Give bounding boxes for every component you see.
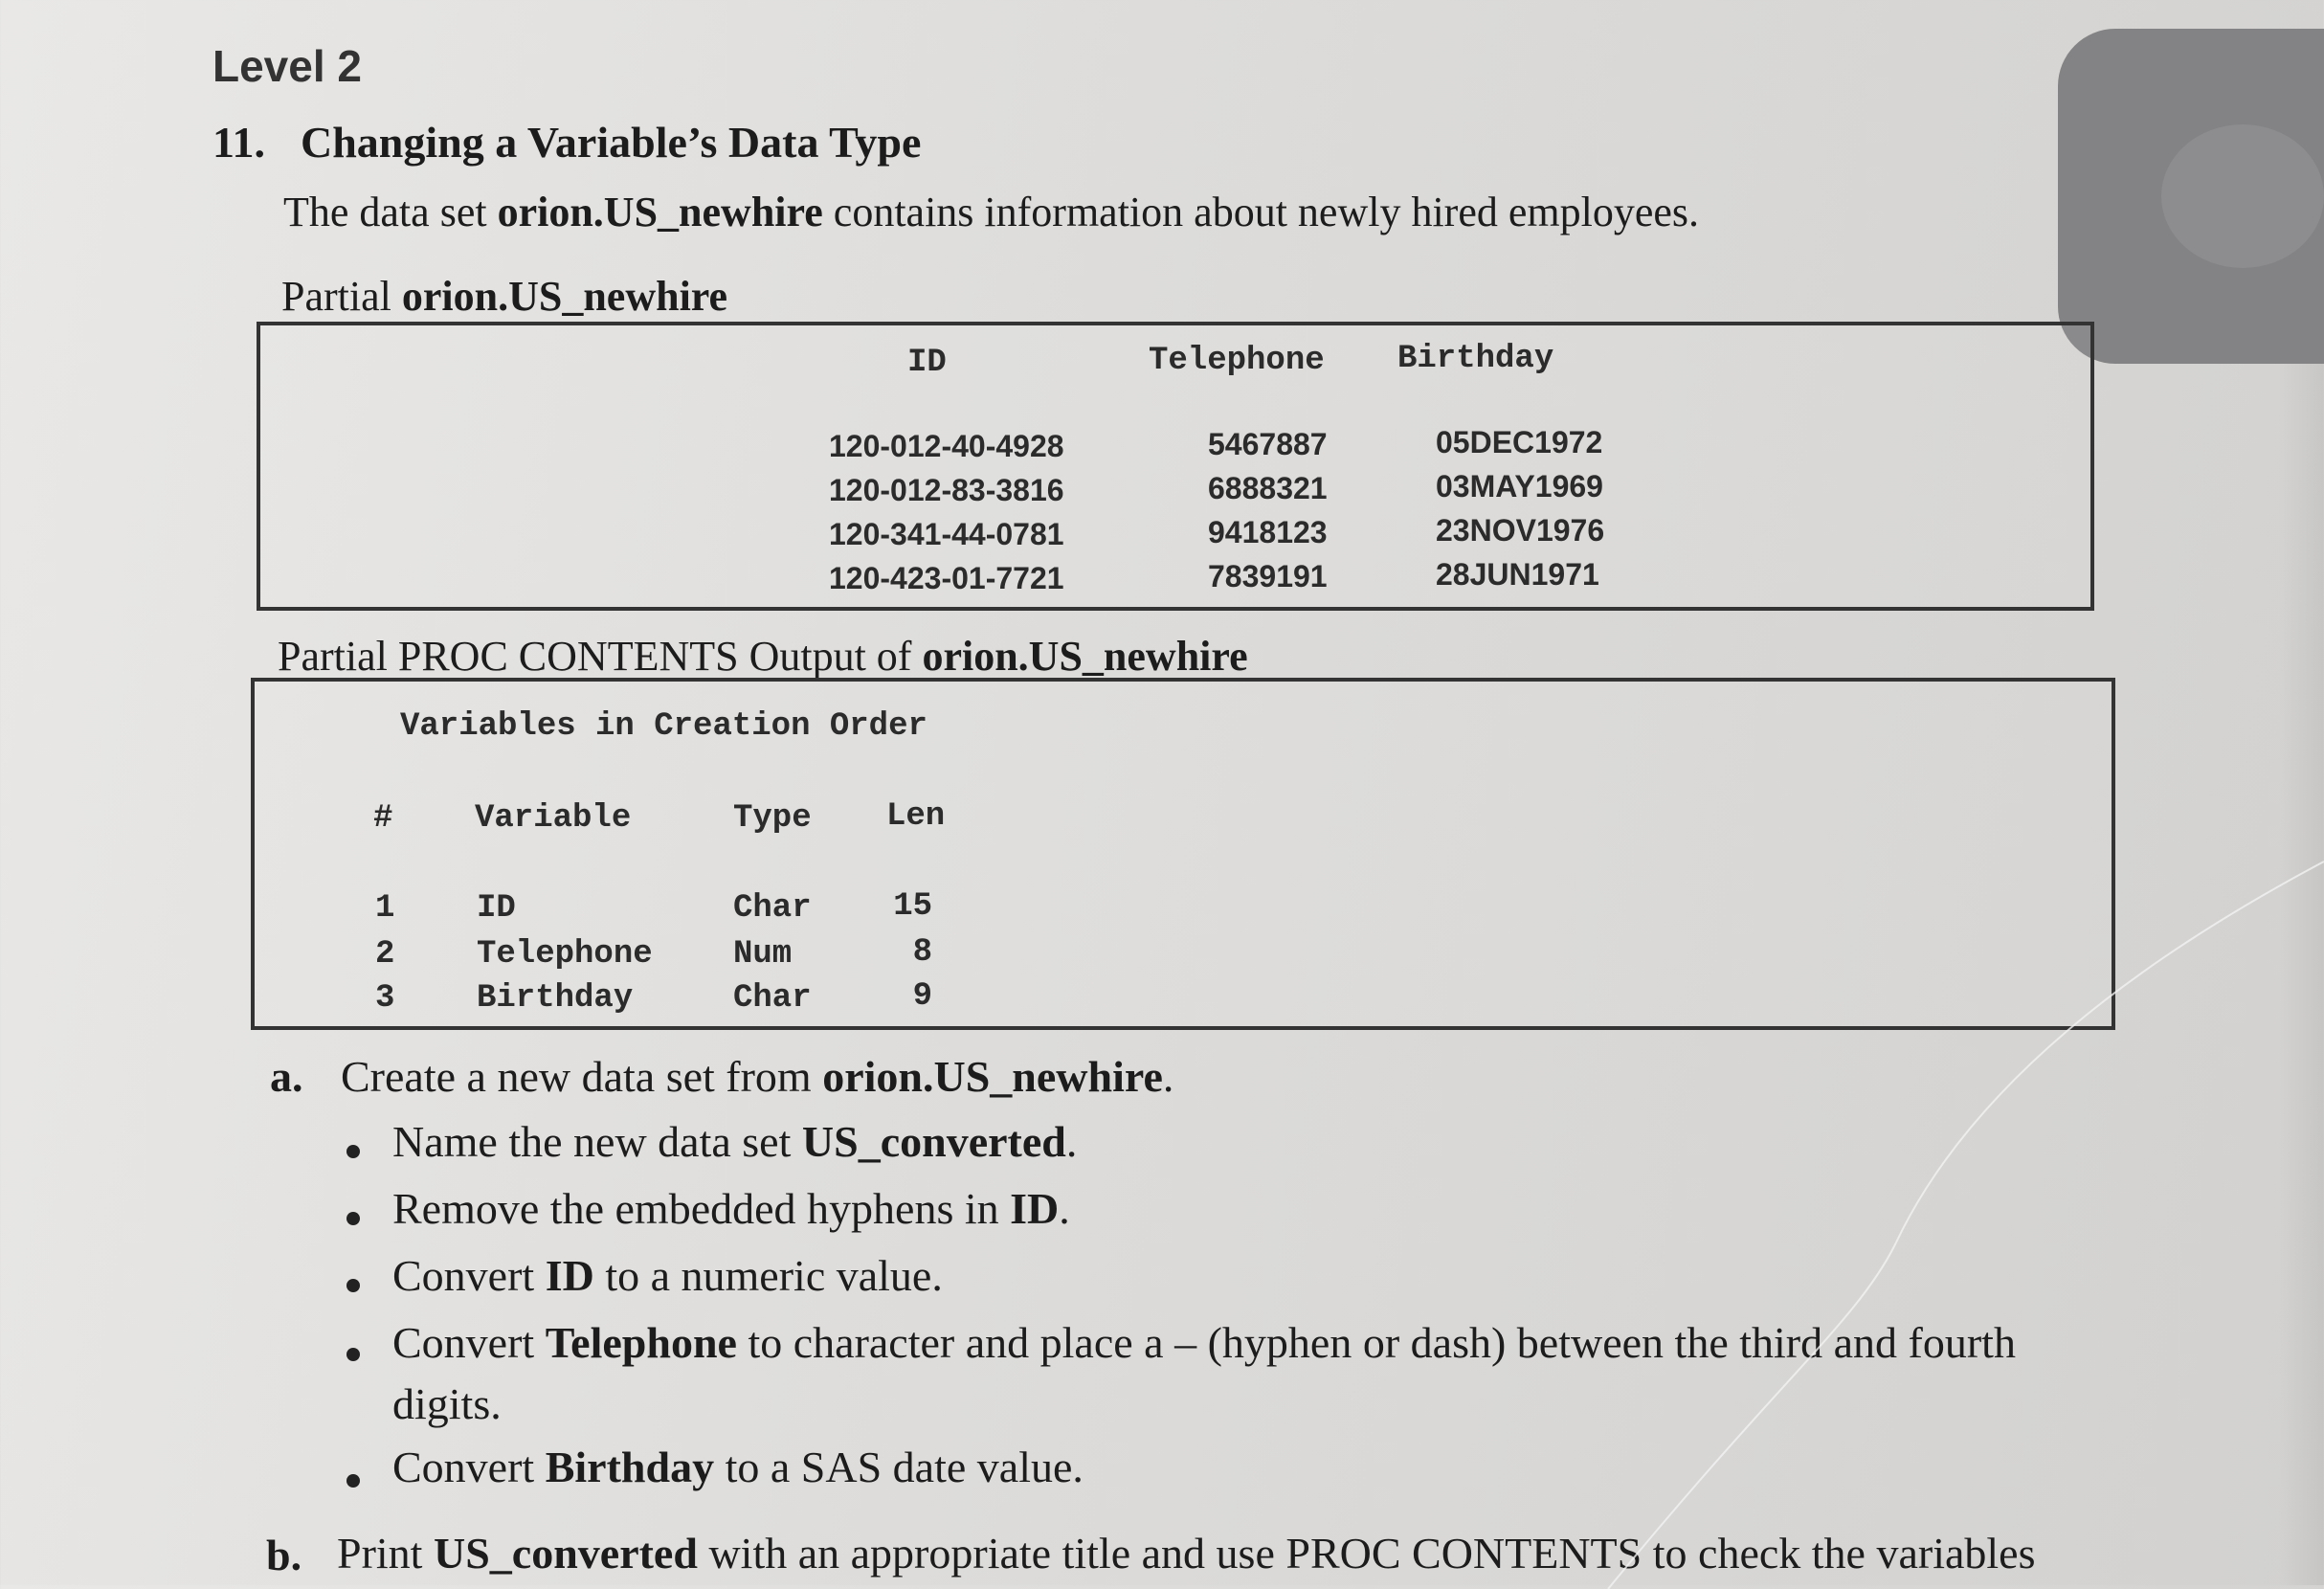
col-header-birthday: Birthday bbox=[1397, 341, 1554, 377]
col-header-variable: Variable bbox=[475, 800, 632, 837]
row1-id: 120-012-40-4928 bbox=[829, 429, 1064, 463]
var1-number: 1 bbox=[375, 890, 395, 927]
exercise-number: 11. bbox=[212, 118, 265, 167]
bullet-dot bbox=[346, 1279, 360, 1292]
var3-name: Birthday bbox=[477, 980, 634, 1017]
row2-telephone: 6888321 bbox=[1208, 471, 1328, 505]
task-a-text: Create a new data set from orion.US_newhire. bbox=[341, 1052, 1174, 1101]
bullet-dot bbox=[346, 1348, 360, 1361]
row3-id: 120-341-44-0781 bbox=[829, 517, 1064, 551]
col-header-number: # bbox=[373, 800, 393, 837]
bullet-item-5: Convert Birthday to a SAS date value. bbox=[392, 1443, 1084, 1491]
row3-telephone: 9418123 bbox=[1208, 515, 1328, 549]
bullet-dot bbox=[346, 1212, 360, 1225]
task-b-text: Print US_converted with an appropriate title and use PROC CONTENTS to check the variables bbox=[337, 1529, 2036, 1578]
proc-contents-heading: Variables in Creation Order bbox=[400, 708, 927, 745]
exercise-intro: The data set orion.US_newhire contains information about newly hired employees. bbox=[283, 189, 1700, 235]
var2-type: Num bbox=[733, 936, 793, 973]
var3-number: 3 bbox=[375, 980, 395, 1017]
bullet-dot bbox=[346, 1145, 360, 1158]
bullet-item-4-line2: digits. bbox=[392, 1379, 502, 1428]
table1-caption: Partial orion.US_newhire bbox=[281, 273, 728, 320]
var3-len: 9 bbox=[912, 978, 932, 1015]
col-header-id: ID bbox=[907, 345, 947, 381]
bullet-dot bbox=[346, 1474, 360, 1488]
row1-telephone: 5467887 bbox=[1208, 427, 1328, 461]
var3-type: Char bbox=[733, 980, 812, 1017]
row3-birthday: 23NOV1976 bbox=[1436, 513, 1605, 548]
task-b-label: b. bbox=[266, 1531, 302, 1579]
var2-number: 2 bbox=[375, 936, 395, 973]
task-a-label: a. bbox=[270, 1052, 303, 1101]
device-button bbox=[2161, 124, 2324, 268]
var2-len: 8 bbox=[912, 934, 932, 971]
var1-type: Char bbox=[733, 890, 812, 927]
bullet-item-1: Name the new data set US_converted. bbox=[392, 1117, 1078, 1166]
bullet-item-3: Convert ID to a numeric value. bbox=[392, 1251, 943, 1300]
table2-caption: Partial PROC CONTENTS Output of orion.US_newhire bbox=[278, 633, 1248, 680]
col-header-len: Len bbox=[886, 798, 946, 835]
col-header-telephone: Telephone bbox=[1149, 343, 1325, 379]
row1-birthday: 05DEC1972 bbox=[1436, 425, 1603, 459]
level-heading: Level 2 bbox=[212, 41, 362, 91]
row4-birthday: 28JUN1971 bbox=[1436, 557, 1599, 592]
screen-crack bbox=[1570, 842, 2324, 1589]
exercise-title: Changing a Variable’s Data Type bbox=[301, 118, 922, 167]
row4-id: 120-423-01-7721 bbox=[829, 561, 1064, 595]
row4-telephone: 7839191 bbox=[1208, 559, 1328, 593]
var1-name: ID bbox=[477, 890, 516, 927]
row2-id: 120-012-83-3816 bbox=[829, 473, 1064, 507]
col-header-type: Type bbox=[733, 800, 812, 837]
data-listing-box bbox=[257, 322, 2094, 611]
var2-name: Telephone bbox=[477, 936, 653, 973]
var1-len: 15 bbox=[893, 888, 932, 925]
row2-birthday: 03MAY1969 bbox=[1436, 469, 1603, 504]
bullet-item-4: Convert Telephone to character and place a – (hyphen or dash) between the third and fourth bbox=[392, 1318, 2016, 1367]
bullet-item-2: Remove the embedded hyphens in ID. bbox=[392, 1184, 1070, 1233]
